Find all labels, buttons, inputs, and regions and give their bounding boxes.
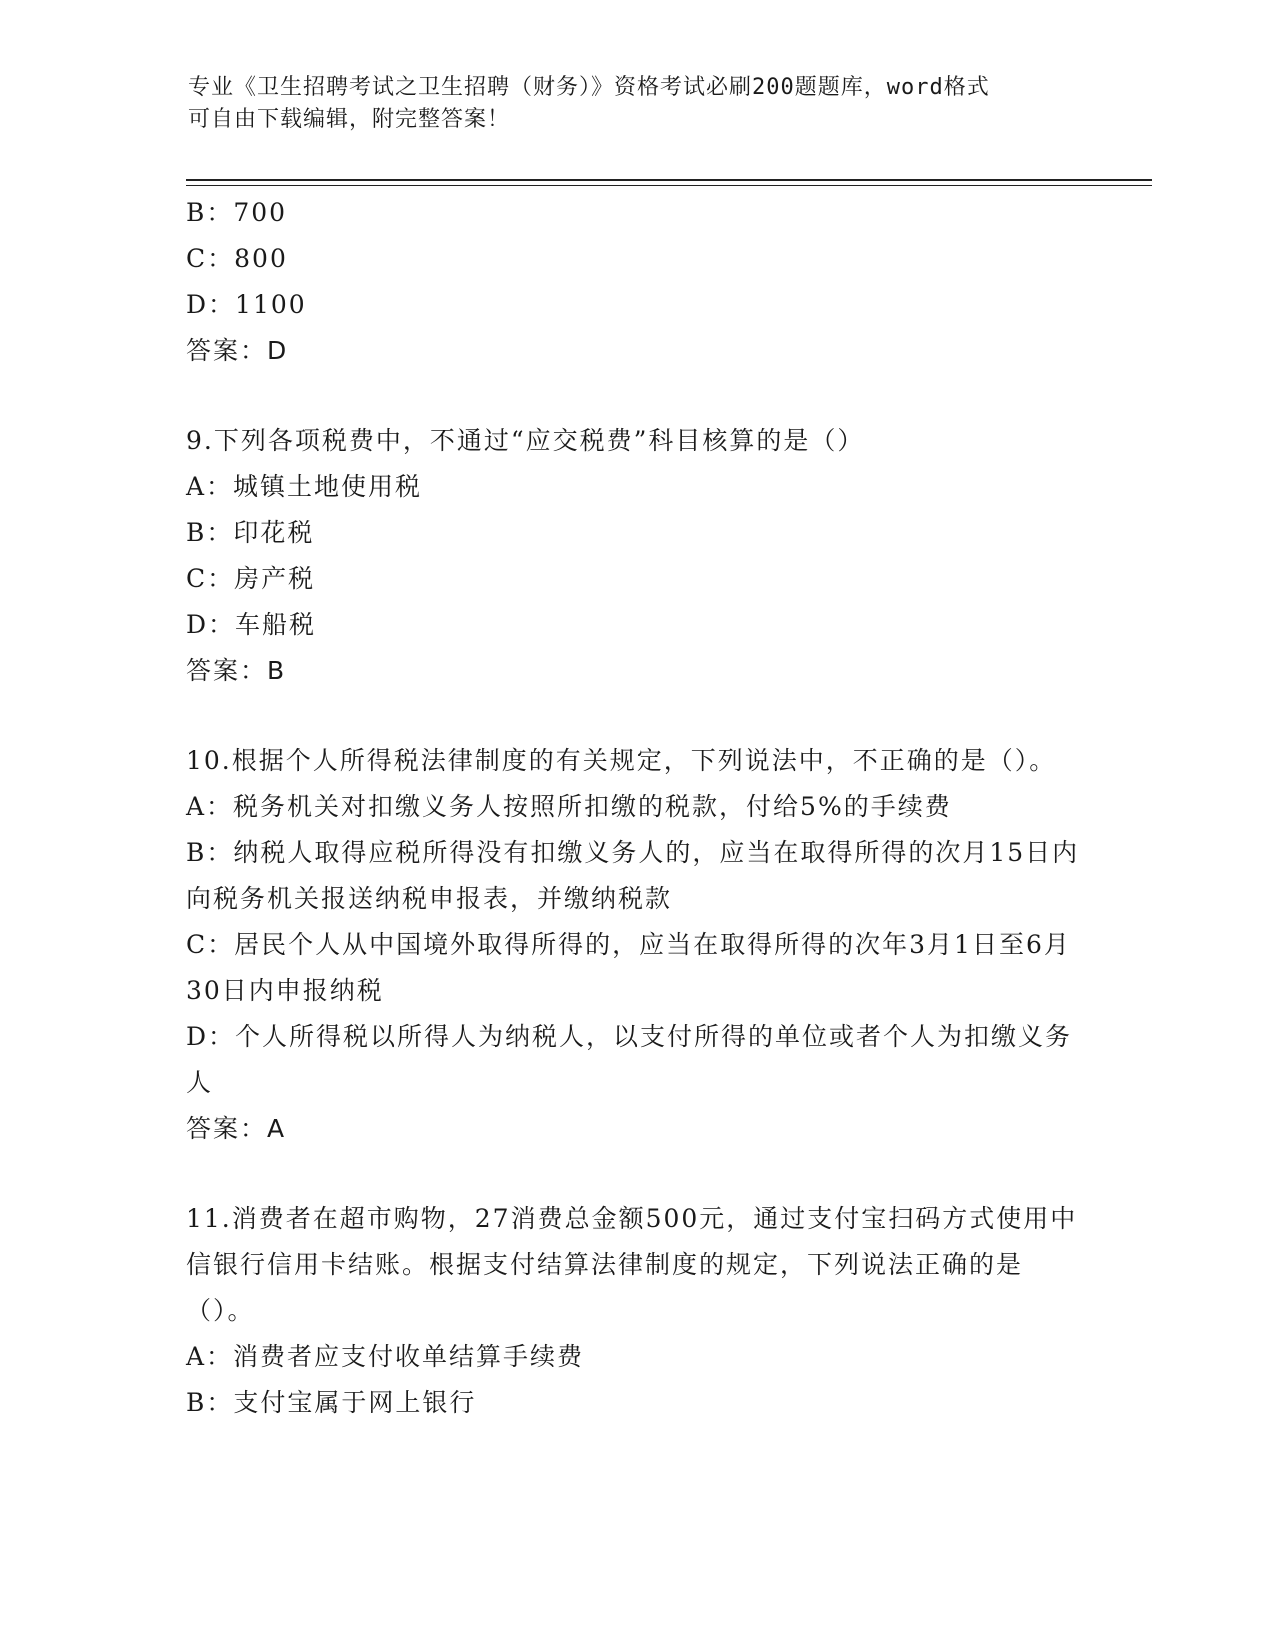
header-rule-thick (186, 179, 1152, 181)
document-body (186, 190, 1086, 1426)
spacer (186, 1152, 1086, 1196)
answer: 答案：D (186, 336, 289, 365)
header-rule-thin (186, 185, 1152, 186)
option-d: D：个人所得税以所得人为纳税人，以支付所得的单位或者个人为扣缴义务人 (186, 1022, 1073, 1097)
document-header (188, 72, 1068, 136)
option-d: D：1100 (186, 290, 307, 319)
option-b: B：印花税 (186, 518, 315, 547)
option-b: B：纳税人取得应税所得没有扣缴义务人的，应当在取得所得的次月15日内向税务机关报送纳税申报表，并缴纳税款 (186, 838, 1080, 913)
option-a: A：城镇土地使用税 (186, 472, 423, 501)
question-9-block (186, 418, 1086, 694)
question-text: 11.消费者在超市购物，27消费总金额500元，通过支付宝扫码方式使用中信银行信用卡结账。根据支付结算法律制度的规定，下列说法正确的是（）。 (186, 1204, 1078, 1325)
option-b: B：支付宝属于网上银行 (186, 1388, 477, 1417)
option-b: B：700 (186, 198, 288, 227)
answer: 答案：B (186, 656, 287, 685)
option-a: A：税务机关对扣缴义务人按照所扣缴的税款，付给5%的手续费 (186, 792, 952, 821)
question-11-block (186, 1196, 1086, 1426)
option-d: D：车船税 (186, 610, 317, 639)
question-text: 9.下列各项税费中，不通过“应交税费”科目核算的是（） (186, 426, 865, 455)
answer: 答案：A (186, 1114, 287, 1143)
header-line-2: 可自由下载编辑，附完整答案！ (188, 107, 511, 132)
spacer (186, 694, 1086, 738)
option-c: C：800 (186, 244, 288, 273)
header-line-1: 专业《卫生招聘考试之卫生招聘（财务）》资格考试必刷200题题库，word格式 (188, 75, 990, 100)
question-8-block (186, 190, 1086, 374)
question-text: 10.根据个人所得税法律制度的有关规定，下列说法中，不正确的是（）。 (186, 746, 1057, 775)
spacer (186, 374, 1086, 418)
option-a: A：消费者应支付收单结算手续费 (186, 1342, 585, 1371)
option-c: C：居民个人从中国境外取得所得的，应当在取得所得的次年3月1日至6月30日内申报纳税 (186, 930, 1071, 1005)
question-10-block (186, 738, 1086, 1152)
option-c: C：房产税 (186, 564, 316, 593)
